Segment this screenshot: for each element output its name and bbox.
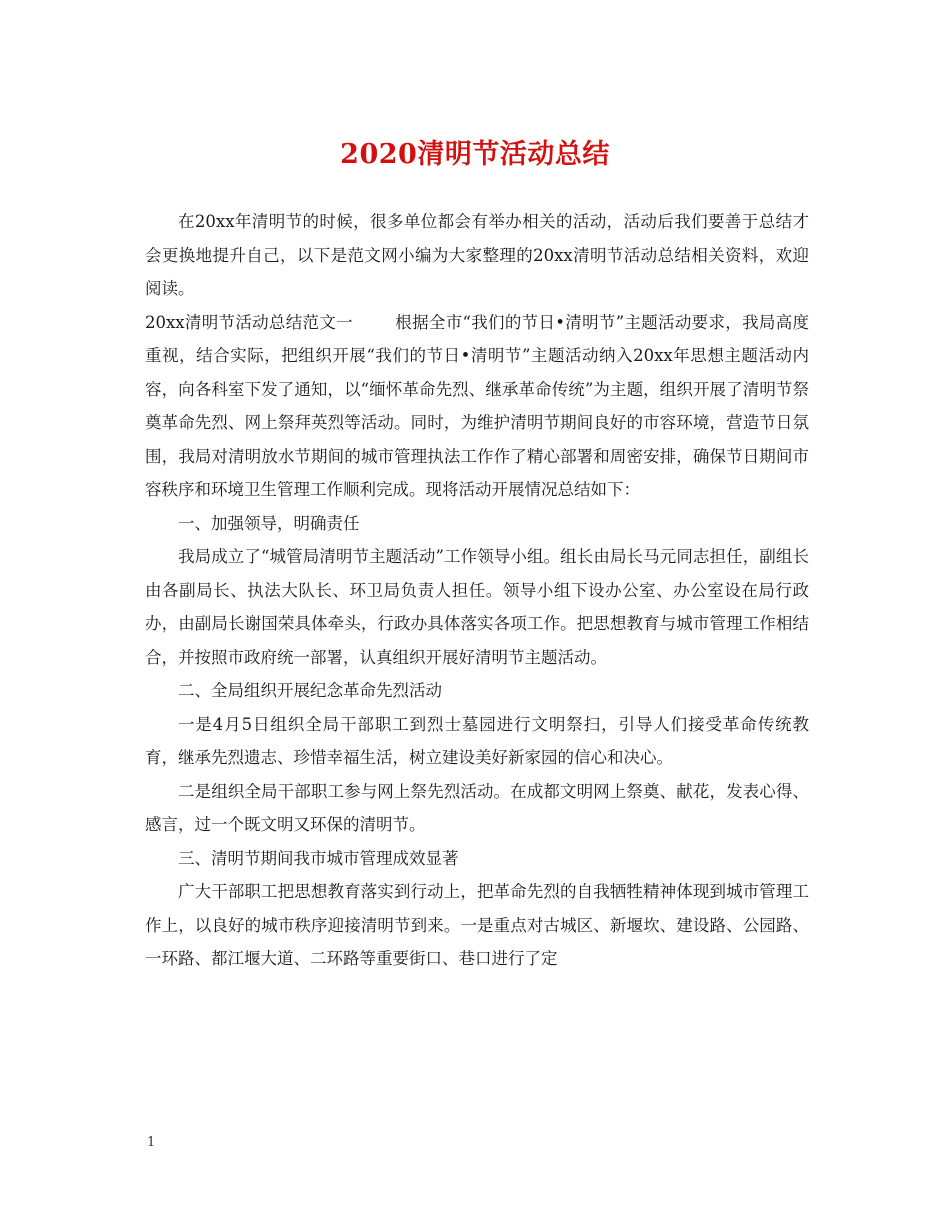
document-body <box>145 205 809 976</box>
section-body-2a: 一是4月5日组织全局干部职工到烈士墓园进行文明祭扫，引导人们接受革命传统教育，继承先烈遗志、珍惜幸福生活，树立建设美好新家园的信心和决心。 <box>145 714 809 767</box>
section-body-3: 广大干部职工把思想教育落实到行动上，把革命先烈的自我牺牲精神体现到城市管理工作上，以良好的城市秩序迎接清明节到来。一是重点对古城区、新堰坎、建设路、公园路、一环路、都江堰大道、二环路等重要街口、巷口进行了定 <box>145 882 809 968</box>
section-heading-1: 一、加强领导，明确责任 <box>178 513 360 533</box>
section-body-1: 我局成立了“城管局清明节主题活动”工作领导小组。组长由局长马元同志担任，副组长由各副局长、执法大队长、环卫局负责人担任。领导小组下设办公室、办公室设在局行政办，由副局长谢国荣具体牵头，行政办具体落实各项工作。把思想教育与城市管理工作相结合，并按照市政府统一部署，认真组织开展好清明节主题活动。 <box>145 547 809 667</box>
intro-paragraph: 在20xx年清明节的时候，很多单位都会有举办相关的活动，活动后我们要善于总结才会更换地提升自己，以下是范文网小编为大家整理的20xx清明节活动总结相关资料，欢迎阅读。 <box>145 212 809 298</box>
section-heading-3: 三、清明节期间我市城市管理成效显著 <box>178 848 459 868</box>
section-heading-2: 二、全局组织开展纪念革命先烈活动 <box>178 681 442 700</box>
sample-paragraph <box>145 306 809 507</box>
section-body-2b: 二是组织全局干部职工参与网上祭先烈活动。在成都文明网上祭奠、献花，发表心得、感言，过一个既文明又环保的清明节。 <box>145 781 809 834</box>
page-number: 1 <box>147 1135 156 1150</box>
sample-heading: 20xx清明节活动总结范文一 <box>145 312 353 332</box>
sample-lead-text: 根据全市“我们的节日•清明节”主题活动要求，我局高度重视，结合实际，把组织开展“我们的节日•清明节”主题活动纳入20xx年思想主题活动内容，向各科室下发了通知，以“缅怀革命先烈、继承革命传统”为主题，组织开展了清明节祭奠革命先烈、网上祭拜英烈等活动。同时，为维护清明节期间良好的市容环境，营造节日氛围，我局对清明放水节期间的城市管理执法工作作了精心部署和周密安排，确保节日期间市容秩序和环境卫生管理工作顺利完成。现将活动开展情况总结如下： <box>145 312 809 499</box>
document-title: 2020清明节活动总结 <box>340 139 610 170</box>
